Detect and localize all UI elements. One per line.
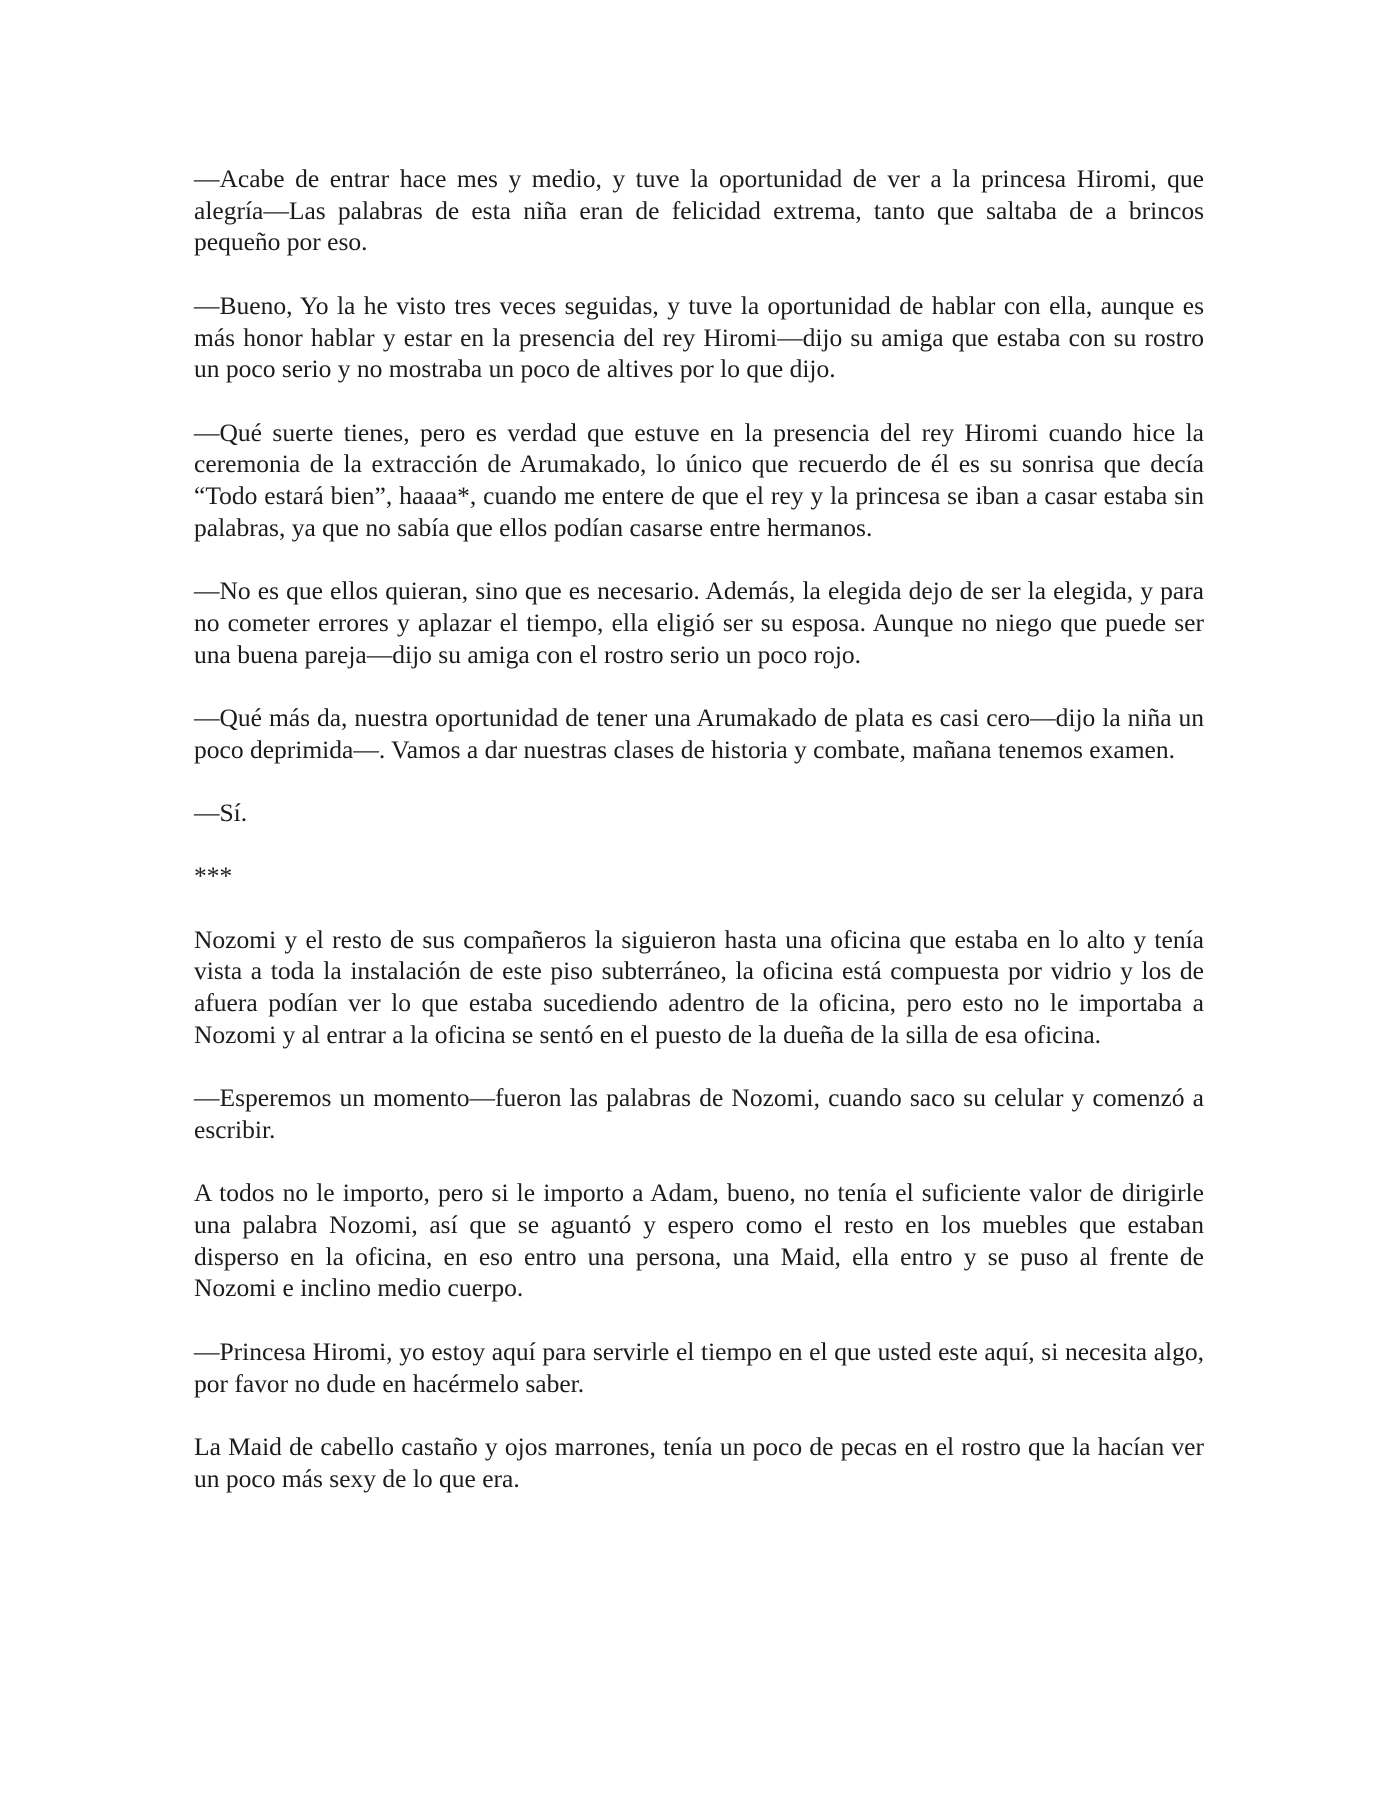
document-page (194, 163, 1204, 1526)
paragraph-4: —No es que ellos quieran, sino que es necesario. Además, la elegida dejo de ser la elegida, y para no cometer errores y aplazar el tiempo, ella eligió ser su esposa. Aunque no niego que puede ser una buena pareja—dijo su amiga con el rostro serio un poco rojo. (194, 576, 1204, 669)
paragraph-1: —Acabe de entrar hace mes y medio, y tuve la oportunidad de ver a la princesa Hiromi, que alegría—Las palabras de esta niña eran de felicidad extrema, tanto que saltaba de a brincos pequeño por eso. (194, 164, 1204, 257)
paragraph-8: —Esperemos un momento—fueron las palabras de Nozomi, cuando saco su celular y comenzó a escribir. (194, 1083, 1204, 1144)
paragraph-3: —Qué suerte tienes, pero es verdad que estuve en la presencia del rey Hiromi cuando hice la ceremonia de la extracción de Arumakado, lo único que recuerdo de él es su sonrisa que decía “Todo estará bien”, haaaa*, cuando me entere de que el rey y la princesa se iban a casar estaba sin palabras, ya que no sabía que ellos podían casarse entre hermanos. (194, 417, 1204, 542)
paragraph-2: —Bueno, Yo la he visto tres veces seguidas, y tuve la oportunidad de hablar con ella, aunque es más honor hablar y estar en la presencia del rey Hiromi—dijo su amiga que estaba con su rostro un poco serio y no mostraba un poco de altives por lo que dijo. (194, 290, 1204, 384)
scene-break: *** (194, 861, 233, 891)
paragraph-10: —Princesa Hiromi, yo estoy aquí para servirle el tiempo en el que usted este aquí, si necesita algo, por favor no dude en hacérmelo saber. (194, 1336, 1204, 1398)
paragraph-9: A todos no le importo, pero si le importo a Adam, bueno, no tenía el suficiente valor de dirigirle una palabra Nozomi, así que se aguantó y espero como el resto en los muebles que estaban disperso en la oficina, en eso entro una persona, una Maid, ella entro y se puso al frente de Nozomi e inclino medio cuerpo. (194, 1178, 1204, 1303)
paragraph-6: —Sí. (194, 797, 248, 827)
paragraph-11: La Maid de cabello castaño y ojos marrones, tenía un poco de pecas en el rostro que la hacían ver un poco más sexy de lo que era. (194, 1431, 1204, 1493)
paragraph-5: —Qué más da, nuestra oportunidad de tener una Arumakado de plata es casi cero—dijo la niña un poco deprimida—. Vamos a dar nuestras clases de historia y combate, mañana tenemos examen. (194, 702, 1204, 764)
paragraph-7: Nozomi y el resto de sus compañeros la siguieron hasta una oficina que estaba en lo alto y tenía vista a toda la instalación de este piso subterráneo, la oficina está compuesta por vidrio y los de afuera podían ver lo que estaba sucediendo adentro de la oficina, pero esto no le importaba a Nozomi y al entrar a la oficina se sentó en el puesto de la dueña de la silla de esa oficina. (194, 924, 1204, 1049)
